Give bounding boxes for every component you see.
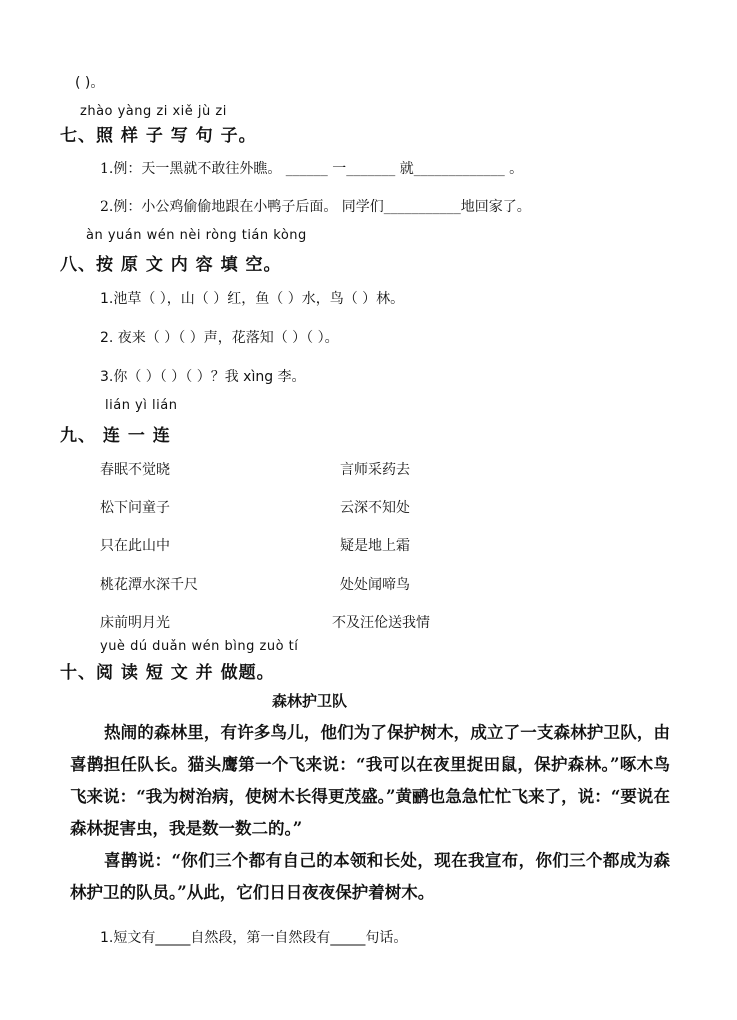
section8-question-2: 2. 夜来（ ）（ ）声，花落知（ ）（ ）。 [100, 330, 339, 346]
section9-heading: 九、 连 一 连 [60, 426, 171, 446]
section8-pinyin: àn yuán wén nèi ròng tián kòng [86, 228, 307, 243]
match-left-item[interactable]: 桃花潭水深千尺 [100, 577, 198, 593]
match-right-item[interactable]: 处处闻啼鸟 [340, 577, 410, 593]
section7-question-2: 2.例：小公鸡偷偷地跟在小鸭子后面。 同学们___________地回家了。 [100, 199, 531, 215]
section10-heading: 十、阅 读 短 文 并 做题。 [60, 663, 275, 683]
match-left-item[interactable]: 松下问童子 [100, 500, 170, 516]
match-right-item[interactable]: 言师采药去 [340, 462, 410, 478]
section8-question-1: 1.池草（ ），山（ ）红，鱼（ ）水，鸟（ ）林。 [100, 291, 405, 307]
section7-heading: 七、照 样 子 写 句 子。 [60, 126, 257, 146]
story-paragraph-2: 喜鹊说：“你们三个都有自己的本领和长处，现在我宣布，你们三个都成为森林护卫的队员。”从此，它们日日夜夜保护着树木。 [70, 851, 670, 902]
match-right-item[interactable]: 云深不知处 [340, 500, 410, 516]
section7-pinyin: zhào yàng zi xiě jù zi [80, 104, 227, 119]
match-left-item[interactable]: 只在此山中 [100, 538, 170, 554]
section10-pinyin: yuè dú duǎn wén bìng zuò tí [100, 639, 299, 654]
previous-answer-fragment: ( )。 [75, 75, 105, 91]
section8-heading: 八、按 原 文 内 容 填 空。 [60, 255, 282, 275]
match-left-item[interactable]: 床前明月光 [100, 615, 170, 631]
section10-question-1: 1.短文有_____自然段，第一自然段有_____句话。 [100, 930, 408, 946]
match-left-item[interactable]: 春眠不觉晓 [100, 462, 170, 478]
match-right-item[interactable]: 不及汪伦送我情 [332, 615, 430, 631]
story-title: 森林护卫队 [272, 692, 348, 710]
section8-question-3: 3.你（ ）（ ）（ ）？我 xìng 李。 [100, 369, 306, 385]
section9-pinyin: lián yì lián [105, 398, 178, 413]
story-paragraph-1: 热闹的森林里，有许多鸟儿，他们为了保护树木，成立了一支森林护卫队，由喜鹊担任队长。猫头鹰第一个飞来说：“我可以在夜里捉田鼠，保护森林。”啄木鸟飞来说：“我为树治病，使树木长得更茂盛。”黄鹂也急急忙忙飞来了，说：“要说在森林捉害虫，我是数一数二的。” [70, 723, 670, 838]
section7-question-1: 1.例：天一黑就不敢往外瞧。 ______ 一_______ 就_____________ 。 [100, 161, 524, 177]
match-right-item[interactable]: 疑是地上霜 [340, 538, 410, 554]
